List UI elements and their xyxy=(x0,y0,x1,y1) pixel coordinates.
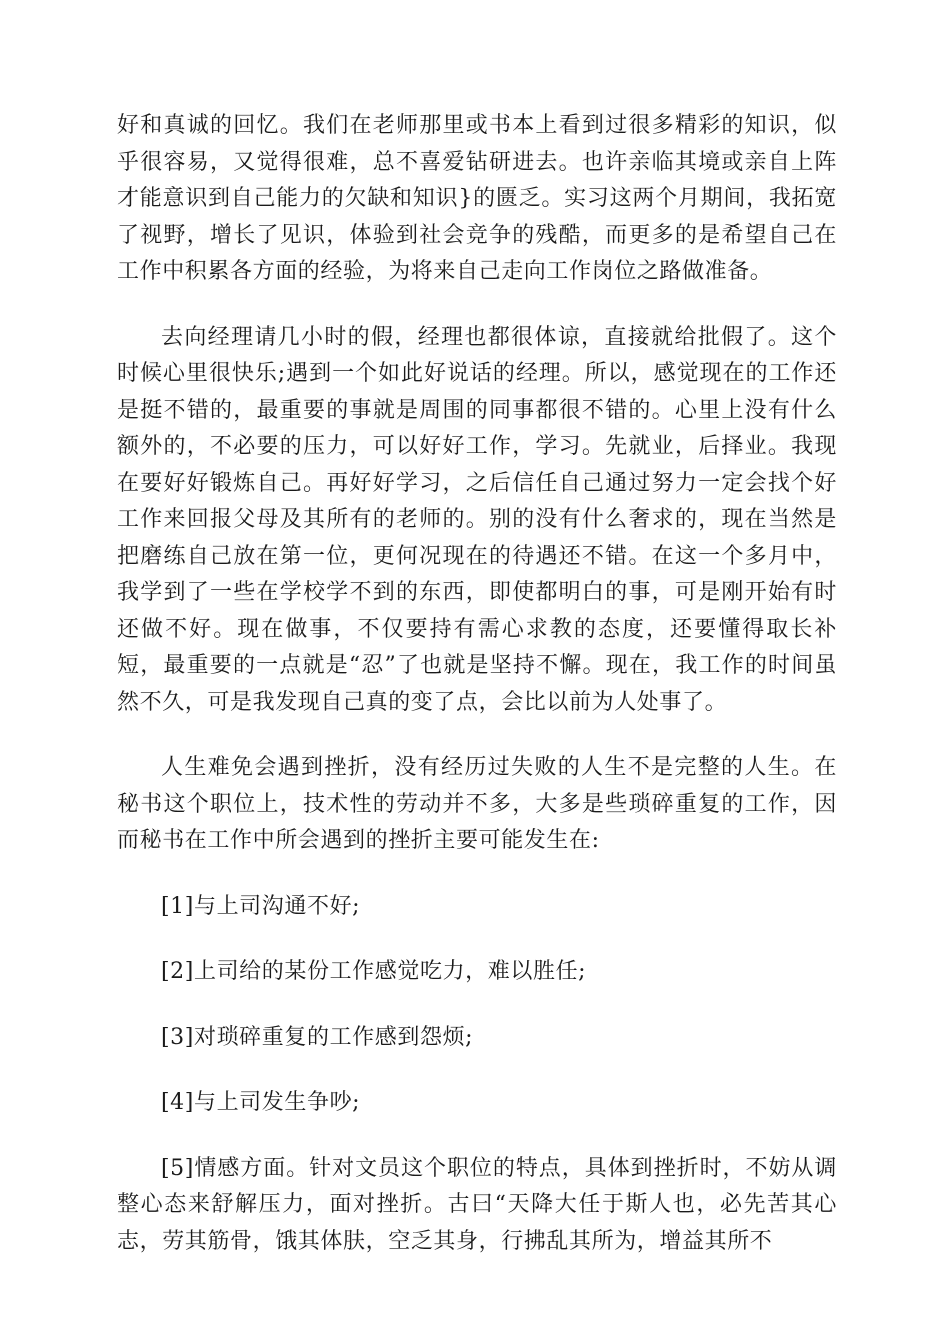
paragraph-gap xyxy=(117,1056,837,1085)
paragraph-3: 人生难免会遇到挫折，没有经历过失败的人生不是完整的人生。在秘书这个职位上，技术性的劳动并不多，大多是些琐碎重复的工作，因而秘书在工作中所会遇到的挫折主要可能发生在: xyxy=(117,755,837,853)
paragraph-gap xyxy=(117,291,837,320)
paragraph-gap xyxy=(117,925,837,954)
paragraph-gap xyxy=(117,860,837,889)
document-page xyxy=(117,108,837,1260)
paragraph-1: 好和真诚的回忆。我们在老师那里或书本上看到过很多精彩的知识，似乎很容易，又觉得很难，总不喜爱钻研进去。也许亲临其境或亲自上阵才能意识到自己能力的欠缺和知识}的匮乏。实习这两个月期间，我拓宽了视野，增长了见识，体验到社会竞争的残酷，而更多的是希望自己在工作中积累各方面的经验，为将来自己走向工作岗位之路做准备。 xyxy=(117,113,837,284)
list-item: [3]对琐碎重复的工作感到怨烦; xyxy=(161,1024,474,1050)
list-item: [4]与上司发生争吵; xyxy=(161,1090,361,1115)
paragraph-gap xyxy=(117,991,837,1020)
paragraph-2: 去向经理请几小时的假，经理也都很体谅，直接就给批假了。这个时候心里很快乐;遇到一个如此好说话的经理。所以，感觉现在的工作还是挺不错的，最重要的事就是周围的同事都很不错的。心里上没有什么额外的，不必要的压力，可以好好工作，学习。先就业，后择业。我现在要好好锻炼自己。再好好学习，之后信任自己通过努力一定会找个好工作来回报父母及其所有的老师的。别的没有什么奢求的，现在当然是把磨练自己放在第一位，更何况现在的待遇还不错。在这一个多月中，我学到了一些在学校学不到的东西，即使都明白的事，可是刚开始有时还做不好。现在做事，不仅要持有需心求教的态度，还要懂得取长补短，最重要的一点就是“忍”了也就是坚持不懈。现在，我工作的时间虽然不久，可是我发现自己真的变了点，会比以前为人处事了。 xyxy=(117,324,837,715)
paragraph-gap xyxy=(117,721,837,750)
list-item: [1]与上司沟通不好; xyxy=(161,893,361,919)
paragraph-gap xyxy=(117,1122,837,1151)
paragraph-final: [5]情感方面。针对文员这个职位的特点，具体到挫折时，不妨从调整心态来舒解压力，面对挫折。古曰“天降大任于斯人也，必先苦其心志，劳其筋骨，饿其体肤，空乏其身，行拂乱其所为，增益其所不 xyxy=(117,1155,837,1254)
list-item: [2]上司给的某份工作感觉吃力，难以胜任; xyxy=(161,959,587,984)
